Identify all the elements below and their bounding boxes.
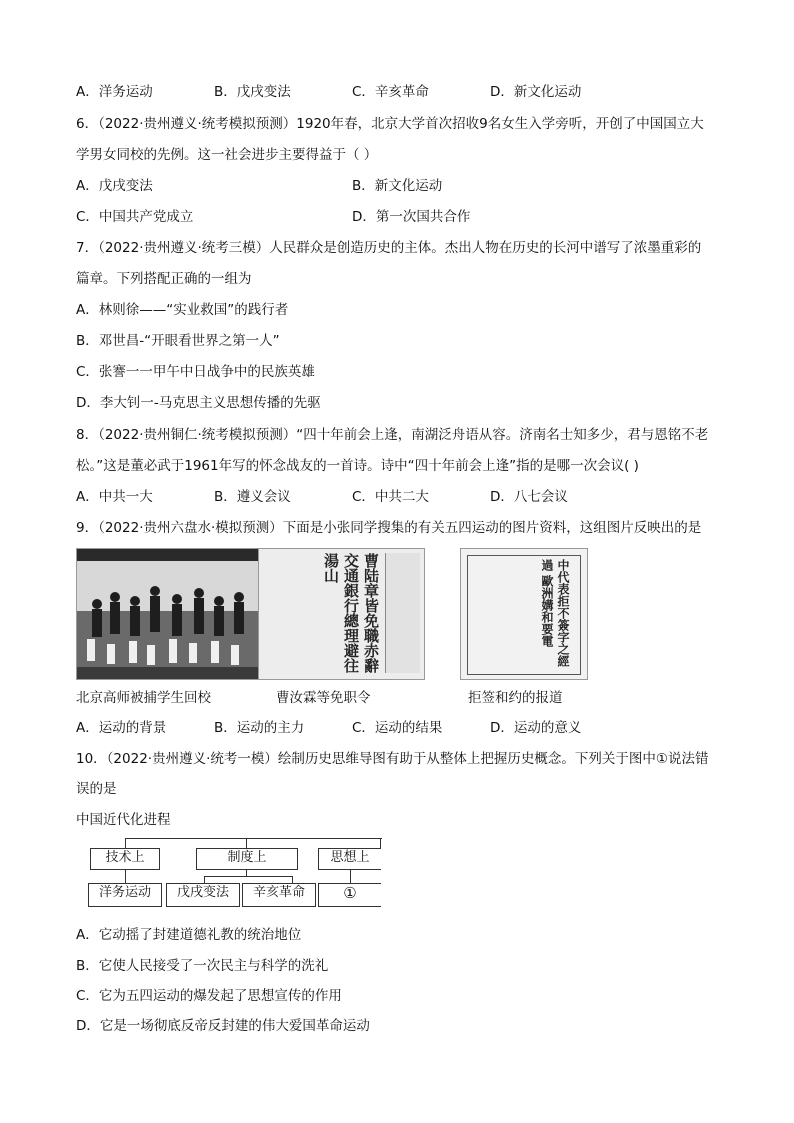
q10-stem-line1: 10．（2022·贵州遵义·统考一模）绘制历史思维导图有助于从整体上把握历史概念。下列关于图中①说法错	[76, 751, 709, 767]
photo-dismissal-order	[258, 548, 425, 680]
q6-stem-line1: 6．（2022·贵州遵义·统考模拟预测）1920年春，北京大学首次招收9名女生入学旁听，开创了中国国立大	[76, 116, 704, 132]
q9-option-c: C．运动的结果	[352, 720, 443, 736]
q7-stem-line1: 7．（2022·贵州遵义·统考三模）人民群众是创造历史的主体。杰出人物在历史的长河中谱写了浓墨重彩的	[76, 240, 702, 256]
q6-stem-line2: 学男女同校的先例。这一社会进步主要得益于（ ）	[76, 147, 378, 163]
q6-option-d: D．第一次国共合作	[352, 209, 471, 225]
q8-option-d: D．八七会议	[490, 489, 568, 505]
mindmap-node-westernization: 洋务运动	[88, 883, 162, 907]
mindmap-diagram	[86, 838, 380, 914]
q7-option-a: A．林则徐——“实业救国”的践行者	[76, 302, 289, 318]
q5-option-d: D．新文化运动	[490, 84, 582, 100]
q7-option-b: B．邓世昌-“开眼看世界之第一人”	[76, 333, 280, 349]
mindmap-title: 中国近代化进程	[76, 812, 171, 828]
caption-photo-1: 北京高师被捕学生回校	[76, 690, 211, 706]
q5-option-a: A．洋务运动	[76, 84, 153, 100]
photo-students-return	[76, 548, 260, 680]
q7-stem-line2: 篇章。下列搭配正确的一组为	[76, 271, 252, 287]
dismissal-order-text: 曹陆章皆免職赤辭交通銀行總理避往湯山	[322, 553, 380, 673]
q8-stem-line2: 松。”这是董必武于1961年写的怀念战友的一首诗。诗中“四十年前会上逢”指的是哪一次会议( )	[76, 458, 639, 474]
q5-option-b: B．戊戌变法	[214, 84, 291, 100]
q9-option-a: A．运动的背景	[76, 720, 167, 736]
mindmap-node-institution: 制度上	[196, 848, 298, 870]
q6-option-c: C．中国共产党成立	[76, 209, 194, 225]
q10-option-d: D．它是一场彻底反帝反封建的伟大爱国革命运动	[76, 1018, 370, 1034]
mindmap-node-reform: 戊戌变法	[166, 883, 240, 907]
q8-option-c: C．中共二大	[352, 489, 429, 505]
q6-option-b: B．新文化运动	[352, 178, 443, 194]
mindmap-node-revolution: 辛亥革命	[242, 883, 316, 907]
q7-option-c: C．张謇一一甲午中日战争中的民族英雄	[76, 364, 315, 380]
q8-option-a: A．中共一大	[76, 489, 153, 505]
photo-treaty-report	[460, 548, 588, 680]
q10-option-a: A．它动摇了封建道德礼教的统治地位	[76, 927, 302, 943]
q5-option-c: C．辛亥革命	[352, 84, 429, 100]
q10-option-c: C．它为五四运动的爆发起了思想宣传的作用	[76, 988, 342, 1004]
q8-stem-line1: 8．（2022·贵州铜仁·统考模拟预测）“四十年前会上逢，南湖泛舟语从容。济南名士知多少，君与恩铭不老	[76, 427, 709, 443]
mindmap-node-technology: 技术上	[90, 848, 160, 870]
q7-option-d: D．李大钊一-马克思主义思想传播的先驱	[76, 395, 321, 411]
caption-photo-3: 拒签和约的报道	[468, 690, 563, 706]
q10-stem-line2: 误的是	[76, 781, 117, 797]
q6-option-a: A．戊戌变法	[76, 178, 153, 194]
mindmap-node-thought: 思想上	[318, 848, 381, 870]
q9-stem-line1: 9．（2022·贵州六盘水·模拟预测）下面是小张同学搜集的有关五四运动的图片资料，这组图片反映出的是	[76, 520, 702, 536]
caption-photo-2: 曹汝霖等免职令	[276, 690, 371, 706]
mindmap-node-circle-1: ①	[318, 883, 381, 907]
q9-option-b: B．运动的主力	[214, 720, 305, 736]
q10-option-b: B．它使人民接受了一次民主与科学的洗礼	[76, 958, 329, 974]
q9-option-d: D．运动的意义	[490, 720, 582, 736]
q8-option-b: B．遵义会议	[214, 489, 291, 505]
treaty-report-text: 中代表拒不簽字之經過 歐洲媾和要電	[540, 559, 570, 667]
